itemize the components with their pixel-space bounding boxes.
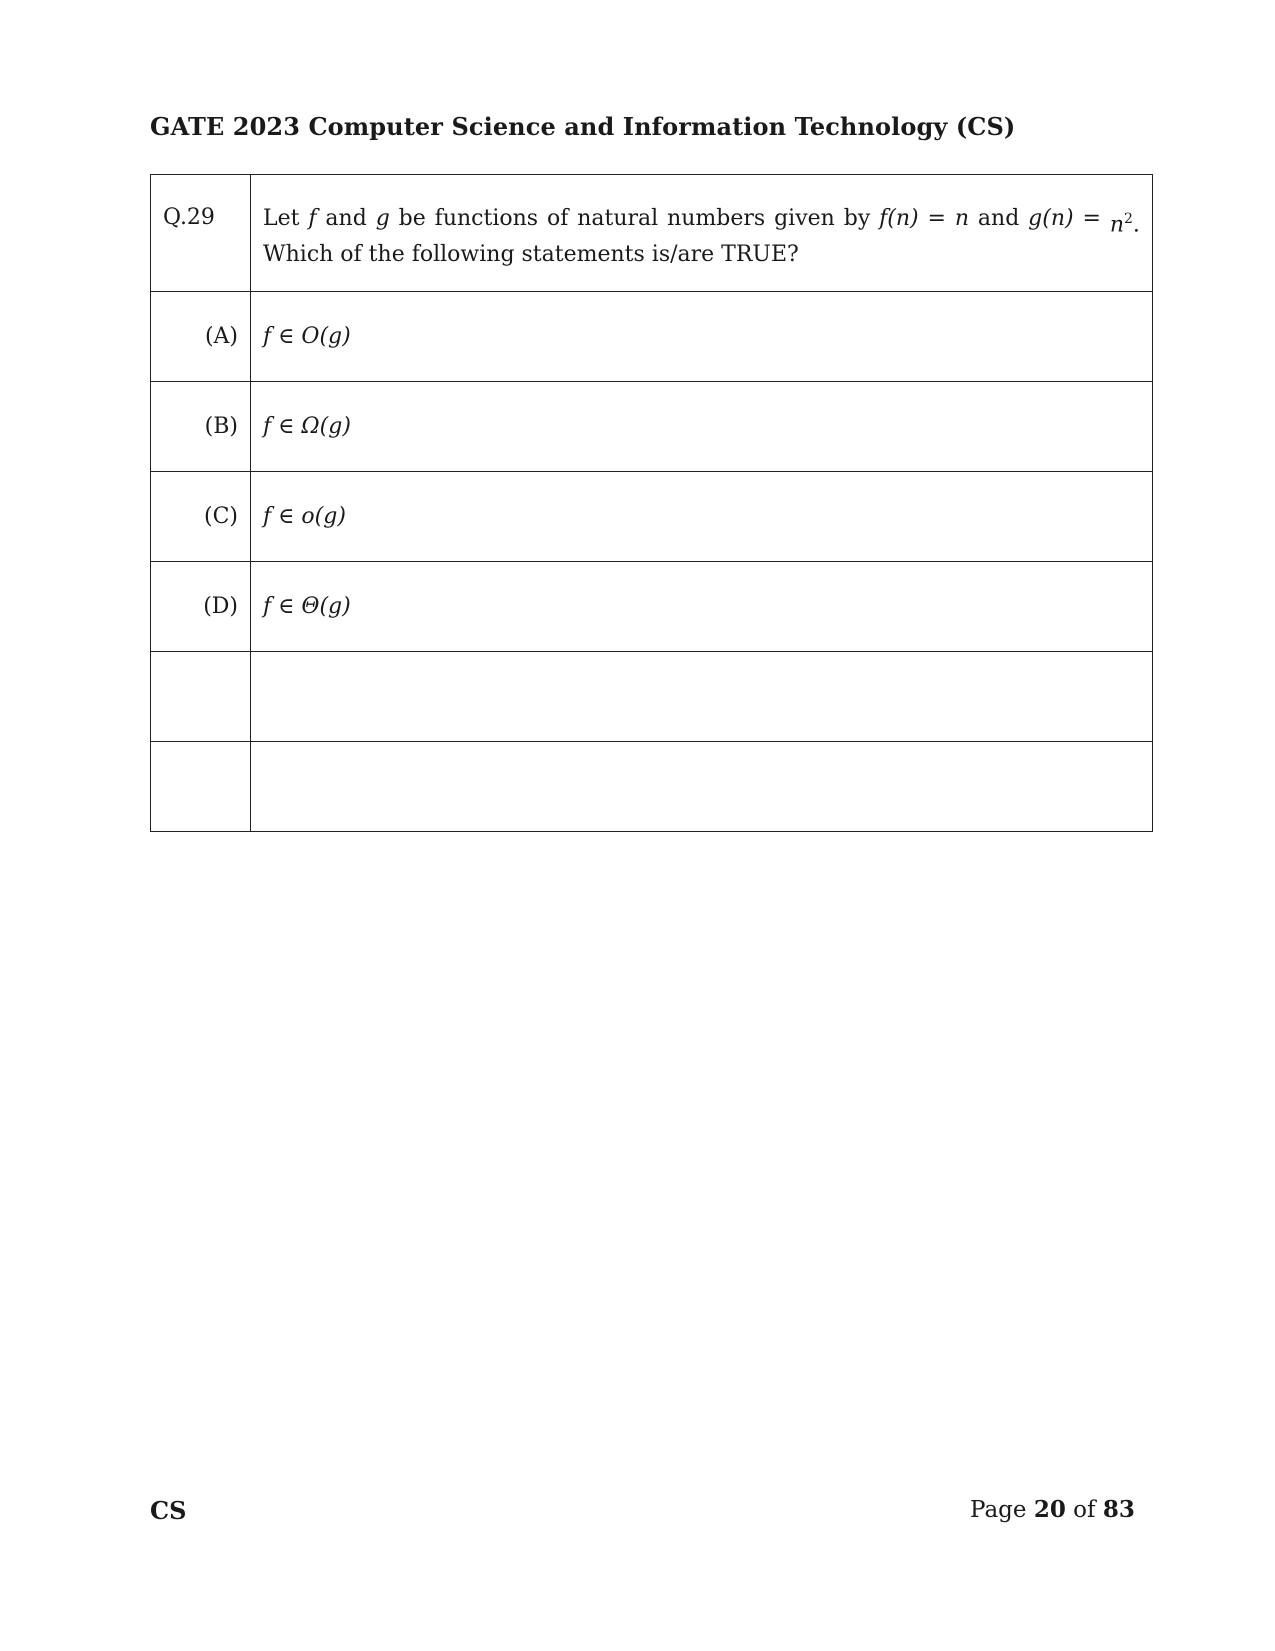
option-label: (C): [151, 472, 251, 562]
question-text: [251, 175, 1153, 292]
option-row-c[interactable]: [151, 472, 1153, 562]
question-row: [151, 175, 1153, 292]
empty-cell: [151, 742, 251, 832]
page-title: GATE 2023 Computer Science and Information Technology (CS): [150, 112, 1016, 141]
option-label: (D): [151, 562, 251, 652]
question-text-line2: Which of the following statements is/are TRUE?: [263, 242, 799, 268]
question-table: [150, 174, 1153, 832]
empty-cell: [251, 742, 1153, 832]
option-text: f ∈ o(g): [251, 472, 1153, 562]
question-number: Q.29: [151, 175, 251, 292]
option-label: (A): [151, 292, 251, 382]
footer-page-number: Page 20 of 83: [970, 1496, 1135, 1523]
footer-paper-code: CS: [150, 1496, 187, 1525]
option-label: (B): [151, 382, 251, 472]
question-text-line1: Let f and g be functions of natural numbers given by f(n) = n and g(n) = $n^2$.: [263, 206, 1140, 238]
empty-row: [151, 652, 1153, 742]
option-row-b[interactable]: [151, 382, 1153, 472]
option-text: f ∈ Θ(g): [251, 562, 1153, 652]
option-text: f ∈ Ω(g): [251, 382, 1153, 472]
empty-cell: [251, 652, 1153, 742]
option-row-a[interactable]: [151, 292, 1153, 382]
option-row-d[interactable]: [151, 562, 1153, 652]
empty-row: [151, 742, 1153, 832]
empty-cell: [151, 652, 251, 742]
option-text: f ∈ O(g): [251, 292, 1153, 382]
